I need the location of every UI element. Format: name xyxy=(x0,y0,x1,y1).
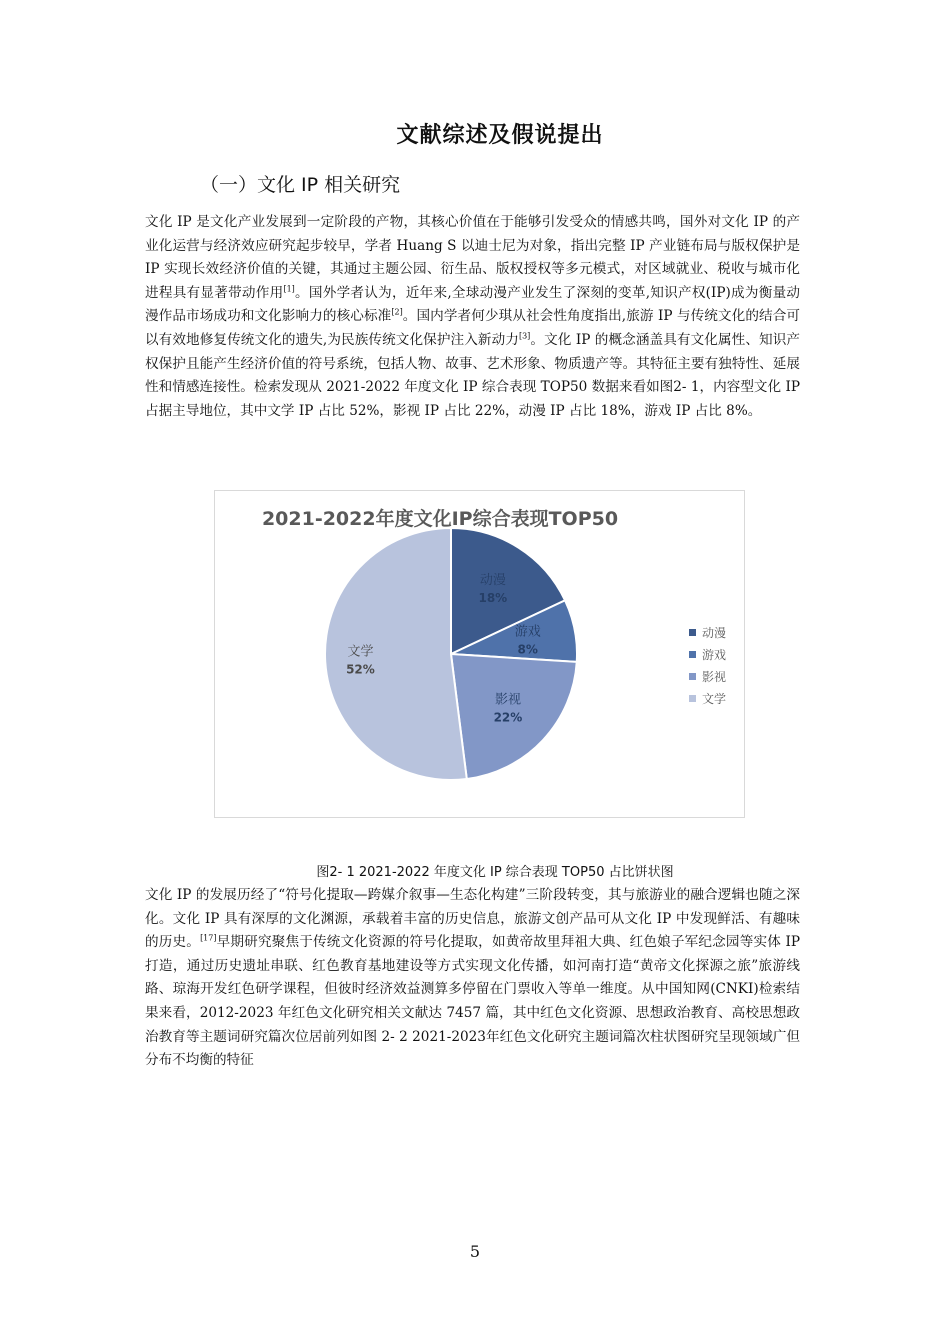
paragraph-text: 。国内学者何少琪从社会性角度指出,旅游 IP 与传统文化的结合可以有效地修复传统文化的遗失,为民族传统文化保护注入新动力 xyxy=(145,308,800,348)
slice-category-label: 游戏 xyxy=(514,624,541,640)
legend-swatch xyxy=(689,651,696,658)
chart-title: 2021-2022年度文化IP综合表现TOP50 xyxy=(261,508,619,530)
slice-value-label: 18% xyxy=(478,591,508,606)
citation-ref: [3] xyxy=(518,331,531,341)
citation-ref: [1] xyxy=(283,284,295,294)
figure-caption: 图2- 1 2021-2022 年度文化 IP 综合表现 TOP50 占比饼状图 xyxy=(316,865,674,880)
pie-chart xyxy=(215,491,744,817)
slice-value-label: 8% xyxy=(517,642,538,657)
paragraph-intro xyxy=(145,211,800,423)
slice-category-label: 影视 xyxy=(494,692,521,708)
pie-slice xyxy=(325,528,467,780)
legend-label: 游戏 xyxy=(702,648,727,662)
paragraph-text: 文化 IP 的发展历经了“符号化提取—跨媒介叙事—生态化构建”三阶段转变，其与旅游业的融合逻辑也随之深化。文化 IP 具有深厚的文化渊源，承载着丰富的历史信息，旅游文创产品可从文化 IP 中发现鲜活、有趣味的历史。 xyxy=(145,887,800,951)
paragraph-text: 。国外学者认为，近年来,全球动漫产业发生了深刻的变革,知识产权(IP)成为衡量动漫作品市场成功和文化影响力的核心标准 xyxy=(145,284,801,325)
page-title: 文献综述及假说提出 xyxy=(396,123,604,148)
legend-label: 影视 xyxy=(702,670,727,684)
paragraph-development xyxy=(145,884,800,1073)
citation-ref: [2] xyxy=(391,307,403,317)
paragraph-text: 早期研究聚焦于传统文化资源的符号化提取，如黄帝故里拜祖大典、红色娘子军纪念园等实体 IP 打造，通过历史遗址串联、红色教育基地建设等方式实现文化传播，如河南打造“黄帝文化探源之旅”旅游线路、琼海开发红色研学课程，但彼时经济效益测算多停留在门票收入等单一维度。从中国知网(CNKI)检索结果来看，2012-2023 年红色文化研究相关文献达 7457 篇，其中红色文化资源、思想政治教育、高校思想政治教育等主题词研究篇次位居前列如图 2- 2 2021-2023年红色文化研究主题词篇次柱状图研究呈现领域广但分布不均衡的特征 xyxy=(145,934,800,1069)
slice-category-label: 文学 xyxy=(347,644,374,660)
slice-value-label: 22% xyxy=(493,710,523,725)
legend-swatch xyxy=(689,673,696,680)
legend-swatch xyxy=(689,695,696,702)
paragraph-text: 文化 IP 是文化产业发展到一定阶段的产物，其核心价值在于能够引发受众的情感共鸣，国外对文化 IP 的产业化运营与经济效应研究起步较早，学者 Huang S 以迪士尼为对象，指出完整 IP 产业链布局与版权保护是 IP 实现长效经济价值的关键，其通过主题公园、衍生品、版权授权等多元模式，对区域就业、税收与城市化进程具有显著带动作用 xyxy=(145,214,800,301)
pie-chart-figure xyxy=(214,490,745,818)
legend-label: 文学 xyxy=(702,692,727,706)
slice-category-label: 动漫 xyxy=(479,573,506,589)
slice-value-label: 52% xyxy=(346,662,375,677)
page-number: 5 xyxy=(469,1242,481,1261)
section-heading: （一）文化 IP 相关研究 xyxy=(200,174,401,196)
legend-swatch xyxy=(689,629,696,636)
paragraph-text: 。文化 IP 的概念涵盖具有文化属性、知识产权保护且能产生经济价值的符号系统，包括人物、故事、艺术形象、物质遗产等。其特征主要有独特性、延展性和情感连接性。检索发现从 2021-2022 年度文化 IP 综合表现 TOP50 数据来看如图2- 1，内容型文化 IP 占据主导地位，其中文学 IP 占比 52%，影视 IP 占比 22%，动漫 IP 占比 18%，游戏 IP 占比 8%。 xyxy=(145,331,800,419)
legend-label: 动漫 xyxy=(702,626,727,640)
citation-ref: [17] xyxy=(200,933,217,943)
